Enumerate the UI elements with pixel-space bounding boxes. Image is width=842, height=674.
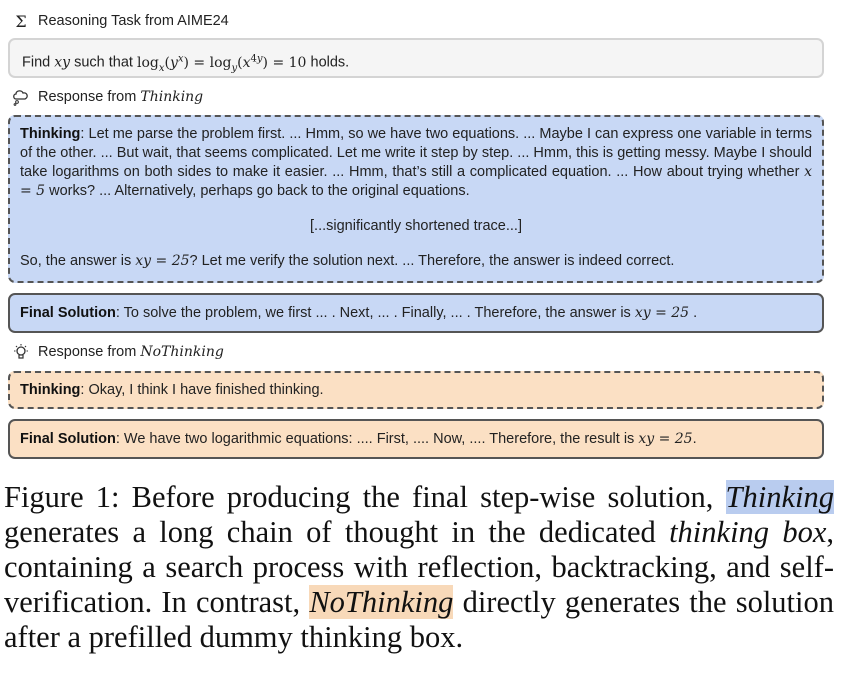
thinking-header-model: Thinking	[140, 89, 204, 105]
caption-part-2: generates a long chain of thought in the dedicated	[4, 515, 656, 549]
thinking-box	[8, 115, 824, 283]
nothinking-text: : Okay, I think I have finished thinking.	[80, 382, 324, 398]
shortened-trace: [...significantly shortened trace...]	[310, 218, 522, 234]
nothink-final-end: .	[692, 431, 697, 447]
nothink-final-label: Final Solution	[20, 431, 116, 447]
thinking-label: Thinking	[20, 126, 81, 142]
nothinking-final-solution	[8, 419, 824, 459]
final-math: xy = 25	[634, 305, 690, 321]
caption-thinking: Thinking	[725, 480, 834, 514]
thinking-text-2: works? ... Alternatively, perhaps go back to the original equations.	[49, 183, 470, 199]
thinking-math-2: xy = 25	[135, 253, 190, 269]
nothinking-box	[8, 371, 824, 409]
final-end: .	[693, 305, 698, 321]
sigma-icon: Σ	[15, 11, 27, 31]
caption-part-3: , containing a search process with reflection, backtracking, and self-verification. In contrast,	[4, 515, 834, 619]
nothinking-header	[12, 343, 224, 361]
nothinking-header-prefix: Response from	[38, 344, 137, 360]
thinking-conclusion	[20, 252, 812, 271]
task-header	[12, 12, 229, 30]
nothink-final-text: : We have two logarithmic equations: .... First, .... Now, .... Therefore, the result is	[115, 431, 635, 447]
thought-bubble-icon	[12, 88, 30, 106]
thinking-math-1: x = 5	[20, 164, 813, 199]
thinking-text-3: So, the answer is	[20, 253, 132, 269]
figure-caption	[4, 480, 834, 655]
lightbulb-icon	[12, 343, 30, 361]
task-mid: such that	[74, 54, 133, 71]
task-xy: xy	[54, 54, 71, 71]
thinking-paragraph	[20, 125, 812, 201]
thinking-final-solution	[8, 293, 824, 333]
caption-nothinking: NoThinking	[309, 585, 454, 619]
task-box	[8, 38, 824, 78]
final-text: : To solve the problem, we first ... . Next, ... . Finally, ... . Therefore, the answer is	[115, 305, 631, 321]
task-header-label: Reasoning Task from AIME24	[38, 13, 229, 29]
caption-part-1: Figure 1: Before producing the final step-wise solution,	[4, 480, 714, 514]
final-label: Final Solution	[20, 305, 116, 321]
task-prefix: Find	[22, 54, 51, 71]
nothinking-label: Thinking	[20, 382, 81, 398]
task-equation: $\log_x(y^x) = \log_y(x^{4y}) = 10$	[136, 53, 307, 74]
thinking-text-1: : Let me parse the problem first. ... Hmm, so we have two equations. ... Maybe I can express one variable in terms of the other. ... But wait, that seems complicated. Let me write it step by step. ... Hmm, this is getting messy. Maybe I should take logarithms on both sides to make it easier. ... Hmm, that’s still a complicated equation. ... How about trying whether	[20, 126, 812, 180]
thinking-text-4: ? Let me verify the solution next. ... Therefore, the answer is indeed correct.	[189, 253, 675, 269]
task-suffix: holds.	[310, 54, 350, 71]
nothinking-header-model: NoThinking	[140, 344, 224, 360]
thinking-header	[12, 88, 203, 106]
caption-thinking-box: thinking box	[669, 515, 827, 549]
thinking-header-prefix: Response from	[38, 89, 137, 105]
nothink-final-math: xy = 25	[638, 431, 693, 447]
caption-part-4: directly generates the solution after a prefilled dummy thinking box.	[4, 585, 834, 654]
